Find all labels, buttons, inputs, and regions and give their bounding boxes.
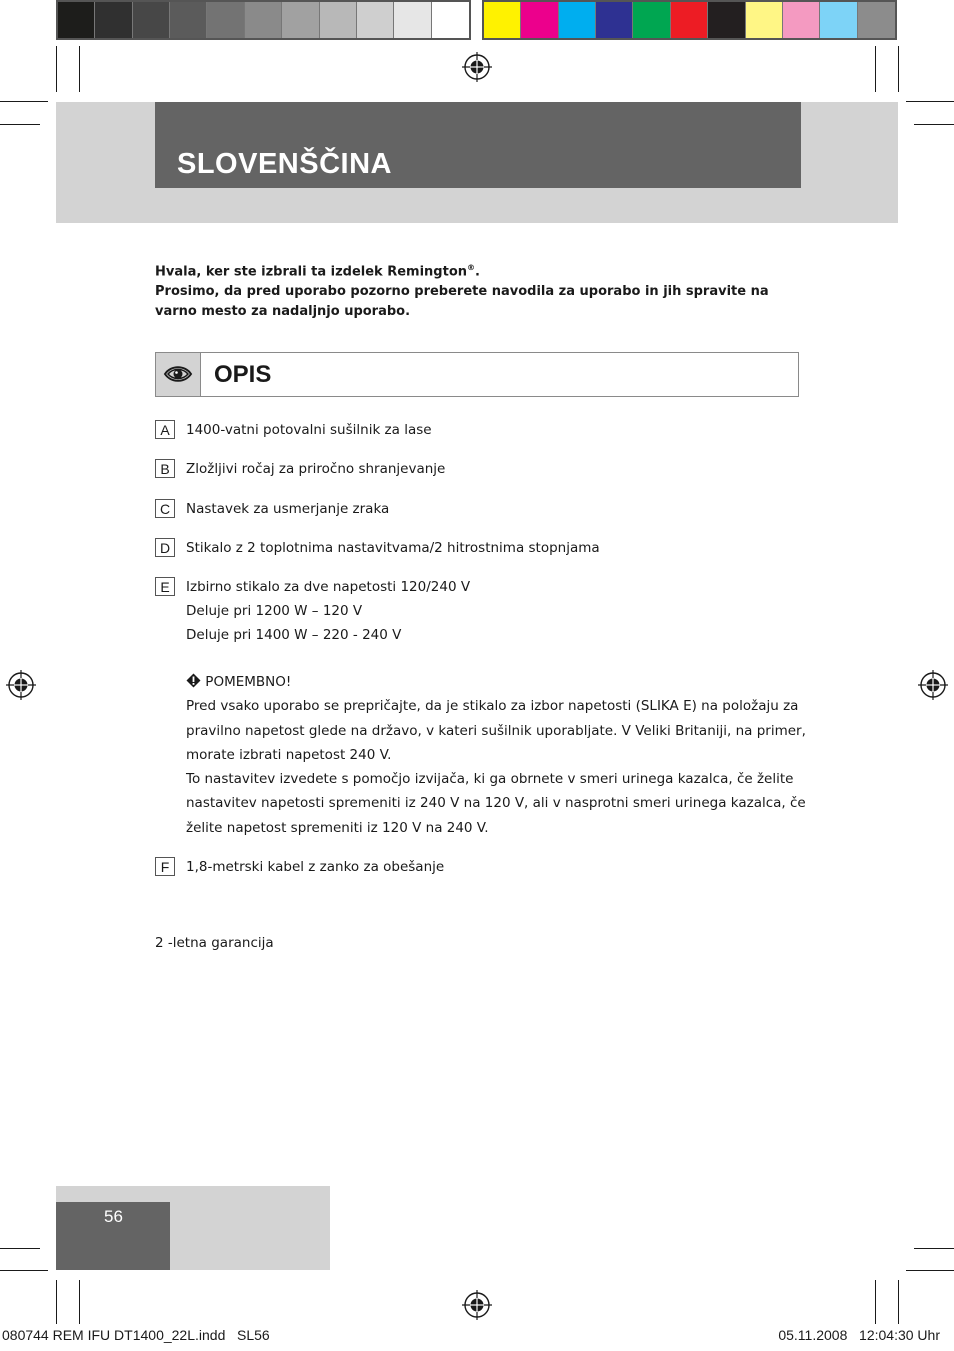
item-letter: A — [155, 420, 175, 439]
item-text-line: Deluje pri 1400 W – 220 - 240 V — [186, 627, 402, 643]
color-swatch — [746, 2, 783, 38]
crop-mark — [0, 124, 40, 125]
page-number: 56 — [104, 1207, 123, 1226]
crop-mark — [875, 46, 876, 92]
intro-text — [155, 258, 805, 322]
registration-mark-icon — [918, 670, 948, 700]
crop-mark — [914, 1248, 954, 1249]
note-paragraph-2: To nastavitev izvedete s pomočjo izvijača, ki ga obrnete v smeri urinega kazalca, če želite nastavitev napetosti spremeniti iz 240 V na 120 V, ali v nasprotni smeri urinega kazalca, če želite napetost spremeniti iz 120 V na 240 V. — [186, 771, 806, 836]
crop-mark — [906, 1270, 954, 1271]
intro-line-1: Hvala, ker ste izbrali ta izdelek Remington®. — [155, 263, 480, 280]
color-swatch — [432, 2, 469, 38]
item-text: Nastavek za usmerjanje zraka — [186, 501, 390, 517]
color-swatch — [245, 2, 282, 38]
color-swatch — [820, 2, 857, 38]
color-swatch — [58, 2, 95, 38]
color-swatch-bar — [482, 0, 897, 40]
color-swatch — [170, 2, 207, 38]
crop-mark — [0, 1270, 48, 1271]
crop-mark — [898, 46, 899, 92]
color-swatch — [207, 2, 244, 38]
color-swatch — [708, 2, 745, 38]
note-paragraph-1: Pred vsako uporabo se prepričajte, da je stikalo za izbor napetosti (SLIKA E) na položaju za pravilno napetost glede na državo, v kateri sušilnik uporabljate. V Veliki Britaniji, na primer, morate izbrati napetost 240 V. — [186, 698, 806, 763]
color-swatch — [357, 2, 394, 38]
item-text: Stikalo z 2 toplotnima nastavitvama/2 hitrostnima stopnjama — [186, 540, 600, 556]
crop-mark — [79, 1280, 80, 1324]
item-text: Izbirno stikalo za dve napetosti 120/240 V — [186, 579, 471, 595]
warning-icon — [186, 673, 201, 688]
item-letter: F — [155, 857, 175, 876]
crop-mark — [875, 1280, 876, 1324]
crop-mark — [0, 101, 48, 102]
color-swatch — [858, 2, 895, 38]
gray-swatch-bar — [56, 0, 471, 40]
section-icon-cell — [156, 353, 201, 396]
color-swatch — [394, 2, 431, 38]
page-title: SLOVENŠČINA — [177, 148, 392, 180]
crop-mark — [79, 46, 80, 92]
item-letter: C — [155, 499, 175, 518]
item-letter: D — [155, 538, 175, 557]
section-title: OPIS — [214, 361, 272, 388]
item-text: Zložljivi ročaj za priročno shranjevanje — [186, 461, 446, 477]
crop-mark — [0, 1248, 40, 1249]
crop-mark — [898, 1280, 899, 1324]
color-swatch — [596, 2, 633, 38]
crop-mark — [56, 46, 57, 92]
registration-mark-icon — [462, 52, 492, 82]
important-note — [186, 670, 806, 840]
registration-mark-icon — [6, 670, 36, 700]
crop-mark — [906, 101, 954, 102]
color-swatch — [320, 2, 357, 38]
color-swatch — [95, 2, 132, 38]
color-swatch — [282, 2, 319, 38]
eye-icon — [163, 363, 193, 385]
warranty-text: 2 -letna garancija — [155, 935, 274, 951]
color-swatch — [559, 2, 596, 38]
footer-file-info: 080744 REM IFU DT1400_22L.indd SL56 — [2, 1327, 270, 1343]
crop-mark — [56, 1280, 57, 1324]
color-swatch — [671, 2, 708, 38]
section-header — [155, 352, 799, 397]
item-text: 1,8-metrski kabel z zanko za obešanje — [186, 859, 445, 875]
item-text: 1400-vatni potovalni sušilnik za lase — [186, 422, 432, 438]
registration-mark-icon — [462, 1290, 492, 1320]
color-swatch — [521, 2, 558, 38]
color-swatch — [783, 2, 820, 38]
color-swatch — [133, 2, 170, 38]
footer-timestamp: 05.11.2008 12:04:30 Uhr — [778, 1327, 940, 1343]
item-letter: B — [155, 459, 175, 478]
item-text-line: Deluje pri 1200 W – 120 V — [186, 603, 363, 619]
crop-mark — [914, 124, 954, 125]
note-heading: POMEMBNO! — [186, 670, 806, 694]
item-letter: E — [155, 577, 175, 596]
color-swatch — [633, 2, 670, 38]
color-swatch — [484, 2, 521, 38]
intro-line-2: Prosimo, da pred uporabo pozorno preberete navodila za uporabo in jih spravite na varno mesto za nadaljnjo uporabo. — [155, 284, 769, 320]
